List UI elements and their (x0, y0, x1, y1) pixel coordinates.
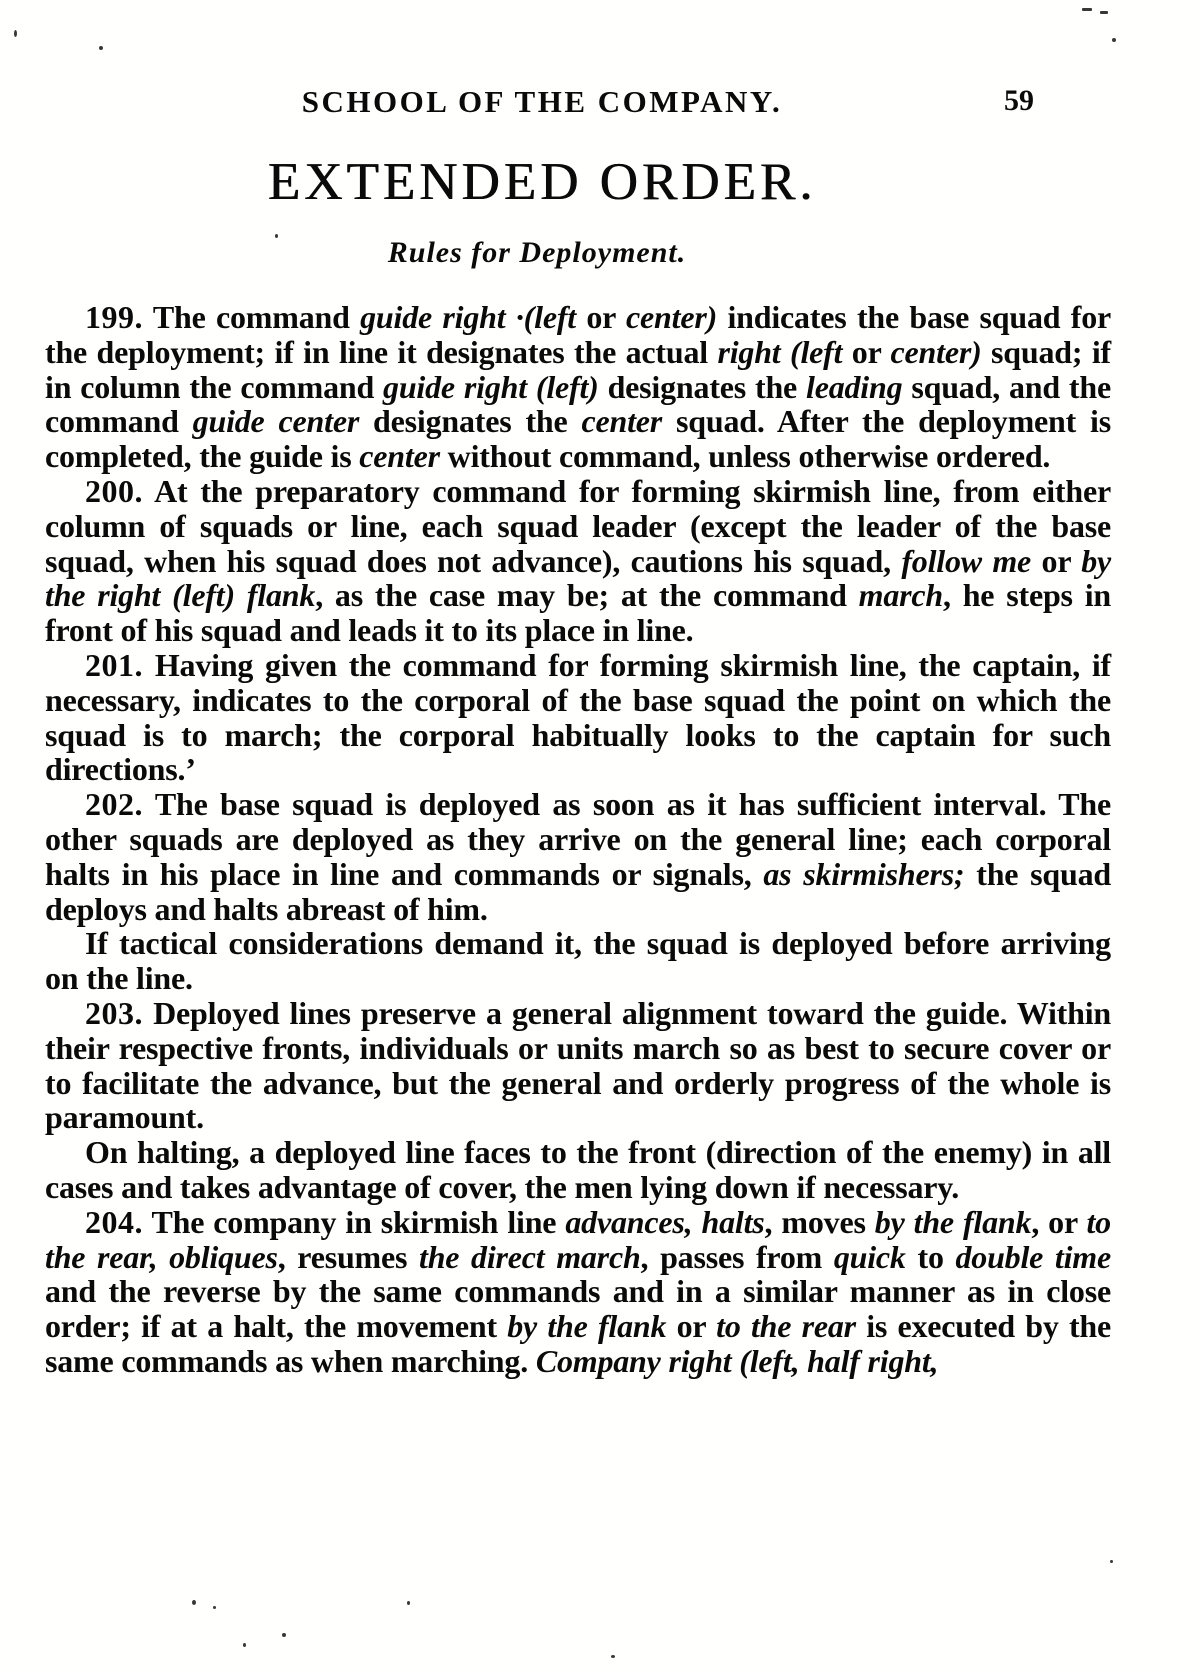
scan-speck (407, 1601, 410, 1605)
text-segment: Having given the command for forming skirmish line, the captain, if necessary, indicates to the corporal of the base squad the point on which the squad is to march; the corporal habitually looks to the captain for such directions.’ (45, 646, 1111, 788)
paragraph (45, 926, 1111, 996)
text-segment: the direct march (419, 1238, 641, 1275)
text-segment: center) (626, 299, 718, 335)
text-segment: The company in skirmish line (143, 1203, 566, 1240)
paragraph-number: 199. (85, 299, 143, 335)
paragraph-number: 203. (85, 994, 143, 1031)
text-segment: The command (143, 299, 361, 335)
text-segment: center) (890, 333, 982, 370)
text-segment: or (842, 333, 891, 370)
subsection-title: Rules for Deployment. (387, 236, 687, 269)
text-segment: designates the (598, 368, 807, 405)
paragraph (45, 1135, 1111, 1205)
paragraph (45, 787, 1111, 926)
text-segment: to the rear, obliques (45, 1203, 1111, 1275)
text-segment: by the flank (874, 1203, 1032, 1240)
scan-speck (213, 1606, 216, 1609)
paragraph-number: 200. (85, 472, 143, 509)
text-segment: by the right (left) flank (45, 542, 1112, 614)
text-segment: march (858, 577, 943, 614)
text-segment: Company right (left, half right, (535, 1342, 939, 1379)
scan-speck (1112, 38, 1116, 42)
text-segment: , he steps in front of his squad and leads it to its place in line. (45, 577, 1112, 649)
scan-speck (1082, 8, 1092, 11)
text-segment: the squad deploys and halts abreast of him. (45, 855, 1111, 927)
text-segment: or (666, 1308, 717, 1345)
text-segment: and the reverse by the same commands and in a similar manner as in close order; if at a halt, the movement (45, 1273, 1111, 1345)
paragraph-number: 201. (85, 646, 143, 683)
text-segment: center (581, 403, 663, 440)
text-segment: right (left (717, 333, 843, 370)
text-segment: , moves (764, 1203, 875, 1240)
text-segment: follow me (901, 542, 1032, 579)
section-title: EXTENDED ORDER. (267, 153, 817, 211)
text-segment: guide center (192, 403, 360, 440)
paragraph (45, 996, 1111, 1135)
text-segment: guide right (left) (383, 368, 599, 405)
text-segment: to the rear (716, 1308, 856, 1345)
body-text (45, 300, 1111, 1379)
text-segment: , as the case may be; at the command (315, 577, 859, 614)
running-header: SCHOOL OF THE COMPANY. (301, 84, 783, 119)
text-segment: or (1031, 542, 1082, 579)
text-segment: The base squad is deployed as soon as it has sufficient interval. The other squads are deployed as they arrive on the general line; each corporal halts in his place in line and commands or signals, (45, 786, 1111, 892)
text-segment: indicates the base squad for the deployment; if in line it designates the actual (45, 299, 1112, 370)
scan-speck (243, 1643, 246, 1647)
text-segment: or (575, 299, 627, 335)
text-segment: to (905, 1238, 956, 1275)
text-segment: center (359, 438, 440, 475)
text-segment: guide right ·(left (360, 299, 576, 335)
scan-speck (282, 1633, 286, 1637)
paragraph (45, 1205, 1111, 1379)
text-segment: squad. After the deployment is completed, the guide is (45, 403, 1111, 475)
text-segment: by the flank (507, 1308, 667, 1345)
text-segment: leading (806, 368, 903, 405)
paragraph (45, 648, 1111, 787)
text-segment: On halting, a deployed line faces to the front (direction of the enemy) in all cases and takes advantage of cover, the men lying down if necessary. (45, 1134, 1111, 1205)
text-segment: quick (833, 1238, 906, 1275)
text-segment: At the preparatory command for forming skirmish line, from either column of squads or line, each squad leader (except the leader of the base squad, when his squad does not advance), cautions his squad, (45, 472, 1111, 579)
scan-speck (14, 30, 17, 37)
paragraph (45, 474, 1111, 648)
text-segment: double time (955, 1238, 1111, 1275)
text-segment: , passes from (640, 1238, 834, 1275)
text-segment: designates the (359, 403, 582, 440)
paragraph-number: 204. (85, 1203, 143, 1240)
text-segment: If tactical considerations demand it, the squad is deployed before arriving on the line. (45, 925, 1111, 997)
text-segment: squad, and the command (45, 368, 1111, 440)
paragraph-number: 202. (85, 786, 143, 823)
scan-speck (1100, 11, 1108, 14)
text-segment: as skirmishers; (763, 855, 965, 892)
text-segment: , or (1031, 1203, 1087, 1240)
text-segment: is executed by the same commands as when marching. (45, 1308, 1112, 1379)
scan-speck (611, 1655, 615, 1658)
text-segment: Deployed lines preserve a general alignment toward the guide. Within their respective fronts, individuals or units march so as best to secure cover or to facilitate the advance, but the general and orderly progress of the whole is paramount. (45, 994, 1111, 1136)
paragraph (45, 300, 1111, 474)
scan-speck (99, 46, 103, 50)
scan-speck (192, 1600, 196, 1605)
text-segment: without command, unless otherwise ordered. (439, 438, 1051, 475)
text-segment: squad; if in column the command (45, 333, 1111, 405)
text-segment: advances, halts (565, 1203, 765, 1240)
page-number: 59 (1004, 84, 1034, 117)
text-segment: , resumes (277, 1238, 419, 1275)
scan-speck (1110, 1560, 1113, 1563)
